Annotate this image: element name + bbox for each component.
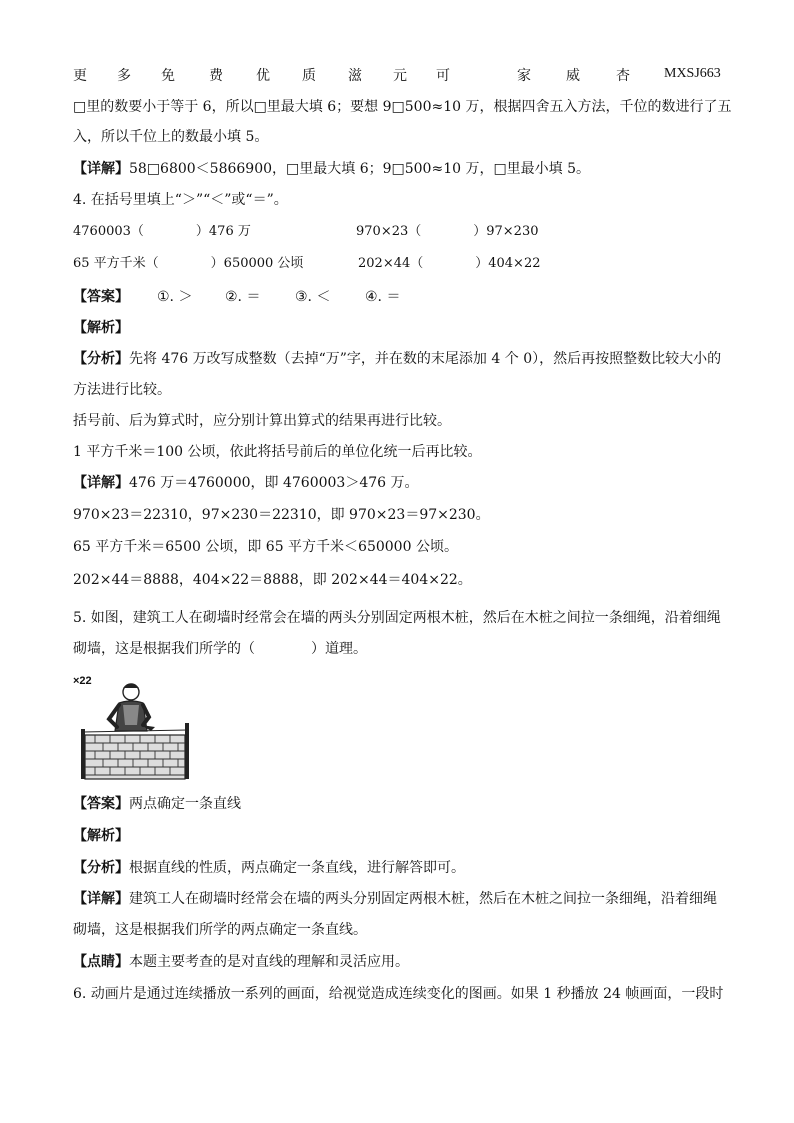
detail-tag: 【详解】 bbox=[73, 891, 129, 907]
fenxi-tag: 【分析】 bbox=[73, 351, 129, 367]
q5-fenxi bbox=[73, 858, 465, 878]
q3-line1: □里的数要小于等于 6，所以□里最大填 6；要想 9□500≈10 万，根据四舍五入方法，千位的数进行了五 bbox=[73, 99, 732, 115]
q4-answer bbox=[73, 287, 401, 307]
dianjing-tag: 【点睛】 bbox=[73, 954, 129, 970]
watermark-char: 费 bbox=[209, 68, 223, 84]
q4-detail-line2: 970×23＝22310，97×230＝22310，即 970×23＝97×230。 bbox=[73, 507, 490, 523]
answer-text: 两点确定一条直线 bbox=[129, 796, 241, 812]
q4-fenxi-line4: 1 平方千米＝100 公顷，依此将括号前后的单位化统一后再比较。 bbox=[73, 444, 482, 460]
q5-stem-line2: 砌墙，这是根据我们所学的（ ）道理。 bbox=[73, 641, 367, 657]
watermark-char: 家 bbox=[517, 68, 531, 84]
q4-row2-left: 65 平方千米（ ）650000 公顷 bbox=[73, 256, 304, 271]
detail-tag: 【详解】 bbox=[73, 161, 129, 177]
q5-stem-line1: 5. 如图，建筑工人在砌墙时经常会在墙的两头分别固定两根木桩，然后在木桩之间拉一条细绳，沿着细绳 bbox=[73, 610, 721, 626]
watermark-char: 可 bbox=[436, 68, 450, 84]
q4-detail-line1 bbox=[73, 473, 419, 493]
q5-analysis-tag: 【解析】 bbox=[73, 828, 129, 844]
q4-fenxi-line2: 方法进行比较。 bbox=[73, 382, 171, 398]
answer-item: ②. ＝ bbox=[225, 289, 261, 305]
q3-line2: 入，所以千位上的数最小填 5。 bbox=[73, 129, 269, 145]
answer-item: ①. ＞ bbox=[157, 289, 193, 305]
q6-stem-line1: 6. 动画片是通过连续播放一系列的画面，给视觉造成连续变化的图画。如果 1 秒播放 24 帧画面，一段时 bbox=[73, 986, 724, 1002]
q4-fenxi-line1 bbox=[73, 349, 721, 369]
dianjing-text: 本题主要考查的是对直线的理解和灵活应用。 bbox=[129, 954, 409, 970]
answer-item: ③. ＜ bbox=[295, 289, 331, 305]
q5-dianjing bbox=[73, 952, 409, 972]
detail-tag: 【详解】 bbox=[73, 475, 129, 491]
figure-label: ×22 bbox=[73, 675, 92, 687]
watermark-char: 杏 bbox=[616, 68, 630, 84]
watermark-char: 元 bbox=[393, 68, 407, 84]
watermark-char: 滋 bbox=[348, 68, 362, 84]
watermark-char: 更 bbox=[73, 68, 87, 84]
q4-analysis-tag: 【解析】 bbox=[73, 320, 129, 336]
detail-text: 建筑工人在砌墙时经常会在墙的两头分别固定两根木桩，然后在木桩之间拉一条细绳，沿着细绳 bbox=[129, 891, 717, 907]
watermark-char: 免 bbox=[161, 68, 175, 84]
watermark-char: 质 bbox=[302, 68, 316, 84]
detail-text: 58□6800＜5866900，□里最大填 6；9□500≈10 万，□里最小填 5。 bbox=[129, 161, 591, 177]
q4-row1-left: 4760003（ ）476 万 bbox=[73, 224, 251, 239]
q4-fenxi-line3: 括号前、后为算式时，应分别计算出算式的结果再进行比较。 bbox=[73, 413, 451, 429]
q4-row2-right: 202×44（ ）404×22 bbox=[358, 256, 541, 271]
q4-row1-right: 970×23（ ）97×230 bbox=[356, 224, 539, 239]
bricklayer-illustration bbox=[73, 675, 203, 780]
bricklayer-figure bbox=[73, 675, 203, 780]
fenxi-text: 根据直线的性质，两点确定一条直线，进行解答即可。 bbox=[129, 860, 465, 876]
q5-detail-line2: 砌墙，这是根据我们所学的两点确定一条直线。 bbox=[73, 922, 367, 938]
fenxi-tag: 【分析】 bbox=[73, 860, 129, 876]
q5-detail-line1 bbox=[73, 889, 717, 909]
detail-text: 476 万＝4760000，即 4760003＞476 万。 bbox=[129, 475, 419, 491]
watermark-char: 多 bbox=[117, 68, 131, 84]
q3-detail bbox=[73, 159, 590, 179]
header-code: MXSJ663 bbox=[664, 66, 721, 81]
q4-detail-line4: 202×44＝8888，404×22＝8888，即 202×44＝404×22。 bbox=[73, 572, 472, 588]
answer-tag: 【答案】 bbox=[73, 796, 129, 812]
answer-tag: 【答案】 bbox=[73, 289, 129, 305]
q4-detail-line3: 65 平方千米＝6500 公顷，即 65 平方千米＜650000 公顷。 bbox=[73, 539, 458, 555]
watermark-char: 优 bbox=[256, 68, 270, 84]
watermark-char: 威 bbox=[566, 68, 580, 84]
answer-item: ④. ＝ bbox=[365, 289, 401, 305]
q5-answer bbox=[73, 794, 241, 814]
q4-stem: 4. 在括号里填上“＞”“＜”或“＝”。 bbox=[73, 192, 288, 208]
fenxi-text: 先将 476 万改写成整数（去掉“万”字，并在数的末尾添加 4 个 0），然后再按照整数比较大小的 bbox=[129, 351, 722, 367]
